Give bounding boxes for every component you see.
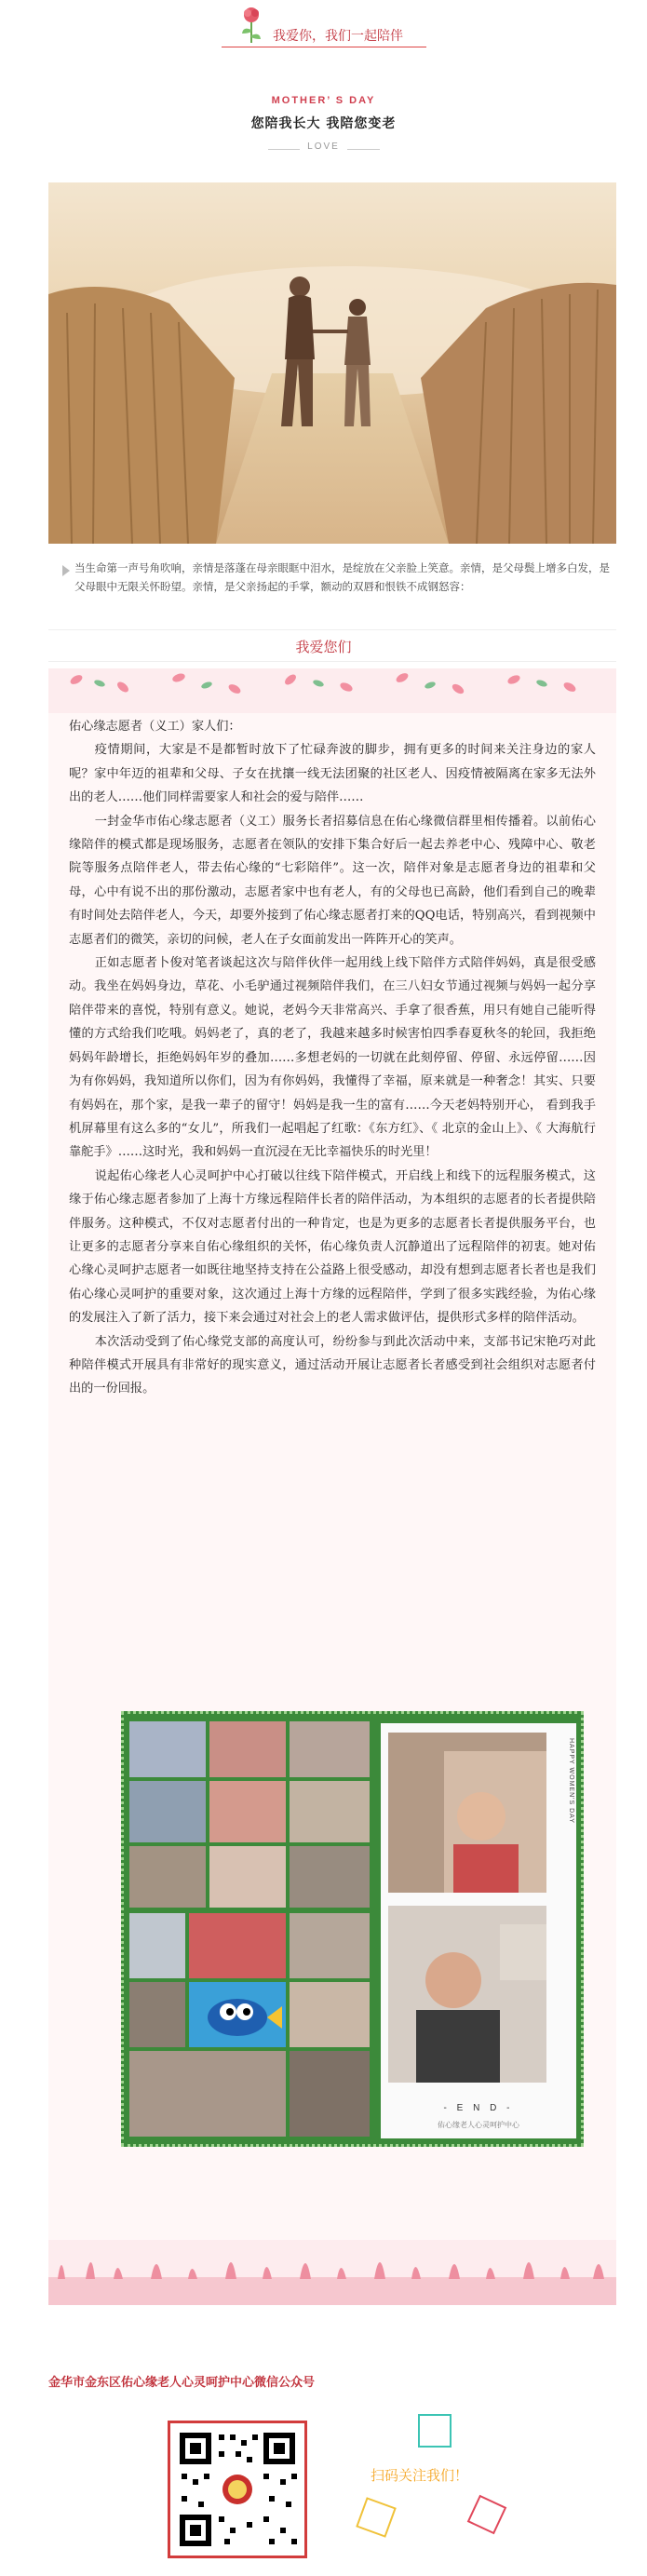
- poster-caption: 佑心缘老人心灵呵护中心: [438, 2121, 519, 2129]
- video-call-photo: [388, 1733, 546, 1893]
- letter-greeting: 佑心缘志愿者（义工）家人们：: [69, 720, 241, 734]
- letter-panel: [48, 668, 616, 2305]
- poster-vertical-text: HAPPY WOMEN'S DAY: [568, 1738, 574, 1824]
- video-call-tile: [209, 1846, 286, 1908]
- letter-paragraph: 正如志愿者卜俊对笔者谈起这次与陪伴伙伴一起用线上线下陪伴方式陪伴妈妈，真是很受感动。我坐在妈妈身边，草花、小毛驴通过视频陪伴我们，在三八妇女节通过视频与妈妈一起分享陪伴带来的喜悦，特别有意义。她说，老妈今天非常高兴、手拿了很香蕉，用只有她自己能听得懂的方式给我们吃哦。妈妈老了，真的老了，我越来越多时候害怕四季春夏秋冬的轮回，我拒绝妈妈年龄增长，拒绝妈妈年岁的叠加……多想老妈的一切就在此刻停留、停留、永远停留……因为有你妈妈，我知道所以你们，因为有你妈妈，我懂得了幸福，原来就是一种奢念！其实、只要有妈妈在，那个家，是我一辈子的留守！妈妈是我一生的富有……今天老妈特别开心， 看到我手机屏幕里有这么多的“女儿”，所我们一起唱起了红歌：《东方红》、《 北京的金山上》、《 大海航行靠舵手》……这时光，我和妈妈一直沉浸在无比幸福快乐的时光里！: [69, 956, 596, 1160]
- video-call-tile: [189, 1913, 286, 1978]
- video-call-tile: [129, 1982, 185, 2047]
- section-title: 我爱您们: [295, 639, 352, 655]
- video-call-tile: [209, 1721, 286, 1777]
- video-call-tile: [290, 1721, 370, 1777]
- video-call-tile: [209, 1781, 286, 1842]
- video-call-tile: [129, 1781, 206, 1842]
- tagline: 我爱你，我们一起陪伴: [273, 29, 403, 44]
- video-call-photo: [388, 1906, 546, 2083]
- letter-paragraph: 本次活动受到了佑心缘党支部的高度认可，纷纷参与到此次活动中来，支部书记宋艳巧对此种陪伴模式开展具有非常好的现实意义，通过活动开展让志愿者长者感受到社会组织对志愿者付出的一份回报。: [69, 1334, 596, 1396]
- video-call-tile: [290, 2051, 370, 2137]
- video-call-tile: [290, 1913, 370, 1978]
- video-call-tile: [290, 1982, 370, 2047]
- organization-name: 金华市金东区佑心缘老人心灵呵护中心微信公众号: [48, 2376, 316, 2390]
- divider: [48, 629, 616, 630]
- mother-daughter-photo: [48, 182, 616, 544]
- qr-code[interactable]: [168, 2421, 307, 2558]
- video-call-tile: [129, 1846, 206, 1908]
- scan-follow-text: 扫码关注我们！: [371, 2467, 469, 2484]
- video-call-tile: [129, 2051, 286, 2137]
- video-call-tile: [290, 1846, 370, 1908]
- mothers-day-label: MOTHER’ S DAY: [271, 95, 376, 106]
- header: [0, 0, 647, 196]
- video-call-tile: [290, 1781, 370, 1842]
- video-call-tile: [129, 1721, 206, 1777]
- video-call-tile: [129, 1913, 185, 1978]
- letter-paragraph: 说起佑心缘老人心灵呵护中心打破以往线下陪伴模式，开启线上和线下的远程服务模式，这缘于佑心缘志愿者参加了上海十方缘远程陪伴长者的陪伴活动，为本组织的志愿者的长者提供陪伴服务。这种模式，不仅对志愿者付出的一种肯定，也是为更多的志愿者长者提供服务平台，也让更多的志愿者分享来自佑心缘组织的关怀，佑心缘负责人沉静道出了远程陪伴的初衷。她对佑心缘心灵呵护志愿者一如既往地坚持支持在公益路上很受感动，却没有想到志愿者长者也是我们佑心缘心灵呵护的重要对象，这次通过上海十方缘的远程陪伴，学到了很多实践经验，为佑心缘的发展注入了新了活力，接下来会通过对社会上的老人需求做评估，提供形式多样的陪伴活动。: [69, 1168, 596, 1326]
- end-label: - E N D -: [443, 2103, 514, 2113]
- bottom-flower-border: [48, 2232, 616, 2305]
- intro-text: 当生命第一声号角吹响，亲情是落蓬在母亲眼眶中泪水，是绽放在父亲脸上笑意。亲情，是父母鬓上增多白发，是父母眼中无限关怀盼望。亲情，是父亲扬起的手掌，额动的双唇和恨铁不成钢怒容：: [74, 561, 610, 593]
- love-label: LOVE: [0, 142, 647, 152]
- photo-collage: [121, 1711, 584, 2147]
- divider: [48, 661, 616, 662]
- letter-body: [69, 715, 596, 1401]
- poster-panel: [381, 1723, 576, 2138]
- cartoon-fish-tile: [189, 1982, 286, 2047]
- letter-paragraph: 疫情期间，大家是不是都暂时放下了忙碌奔波的脚步，拥有更多的时间来关注身边的家人呢？家中年迈的祖辈和父母、子女在扰攘一线无法团聚的社区老人、因疫情被隔离在家多无法外出的老人……他们同样需要家人和社会的爱与陪伴……: [69, 743, 596, 805]
- letter-paragraph: 一封金华市佑心缘志愿者（义工）服务长者招募信息在佑心缘微信群里相传播着。以前佑心缘陪伴的模式都是现场服务，志愿者在领队的安排下集合好后一起去养老中心、残障中心、敬老院等服务点陪伴老人，带去佑心缘的“七彩陪伴”。这一次，陪伴对象是志愿者身边的祖辈和父母，心中有说不出的那份激动，志愿者家中也有老人，有的父母也已高龄，他们看到自己的晚辈有时间处去陪伴老人，今天，却要外接到了佑心缘志愿者打来的QQ电话，特别高兴，看到视频中志愿者们的微笑，亲切的问候，老人在子女面前发出一阵阵开心的笑声。: [69, 814, 596, 947]
- quote-icon: [60, 563, 73, 578]
- subtitle: 您陪我长大 我陪您变老: [250, 116, 397, 131]
